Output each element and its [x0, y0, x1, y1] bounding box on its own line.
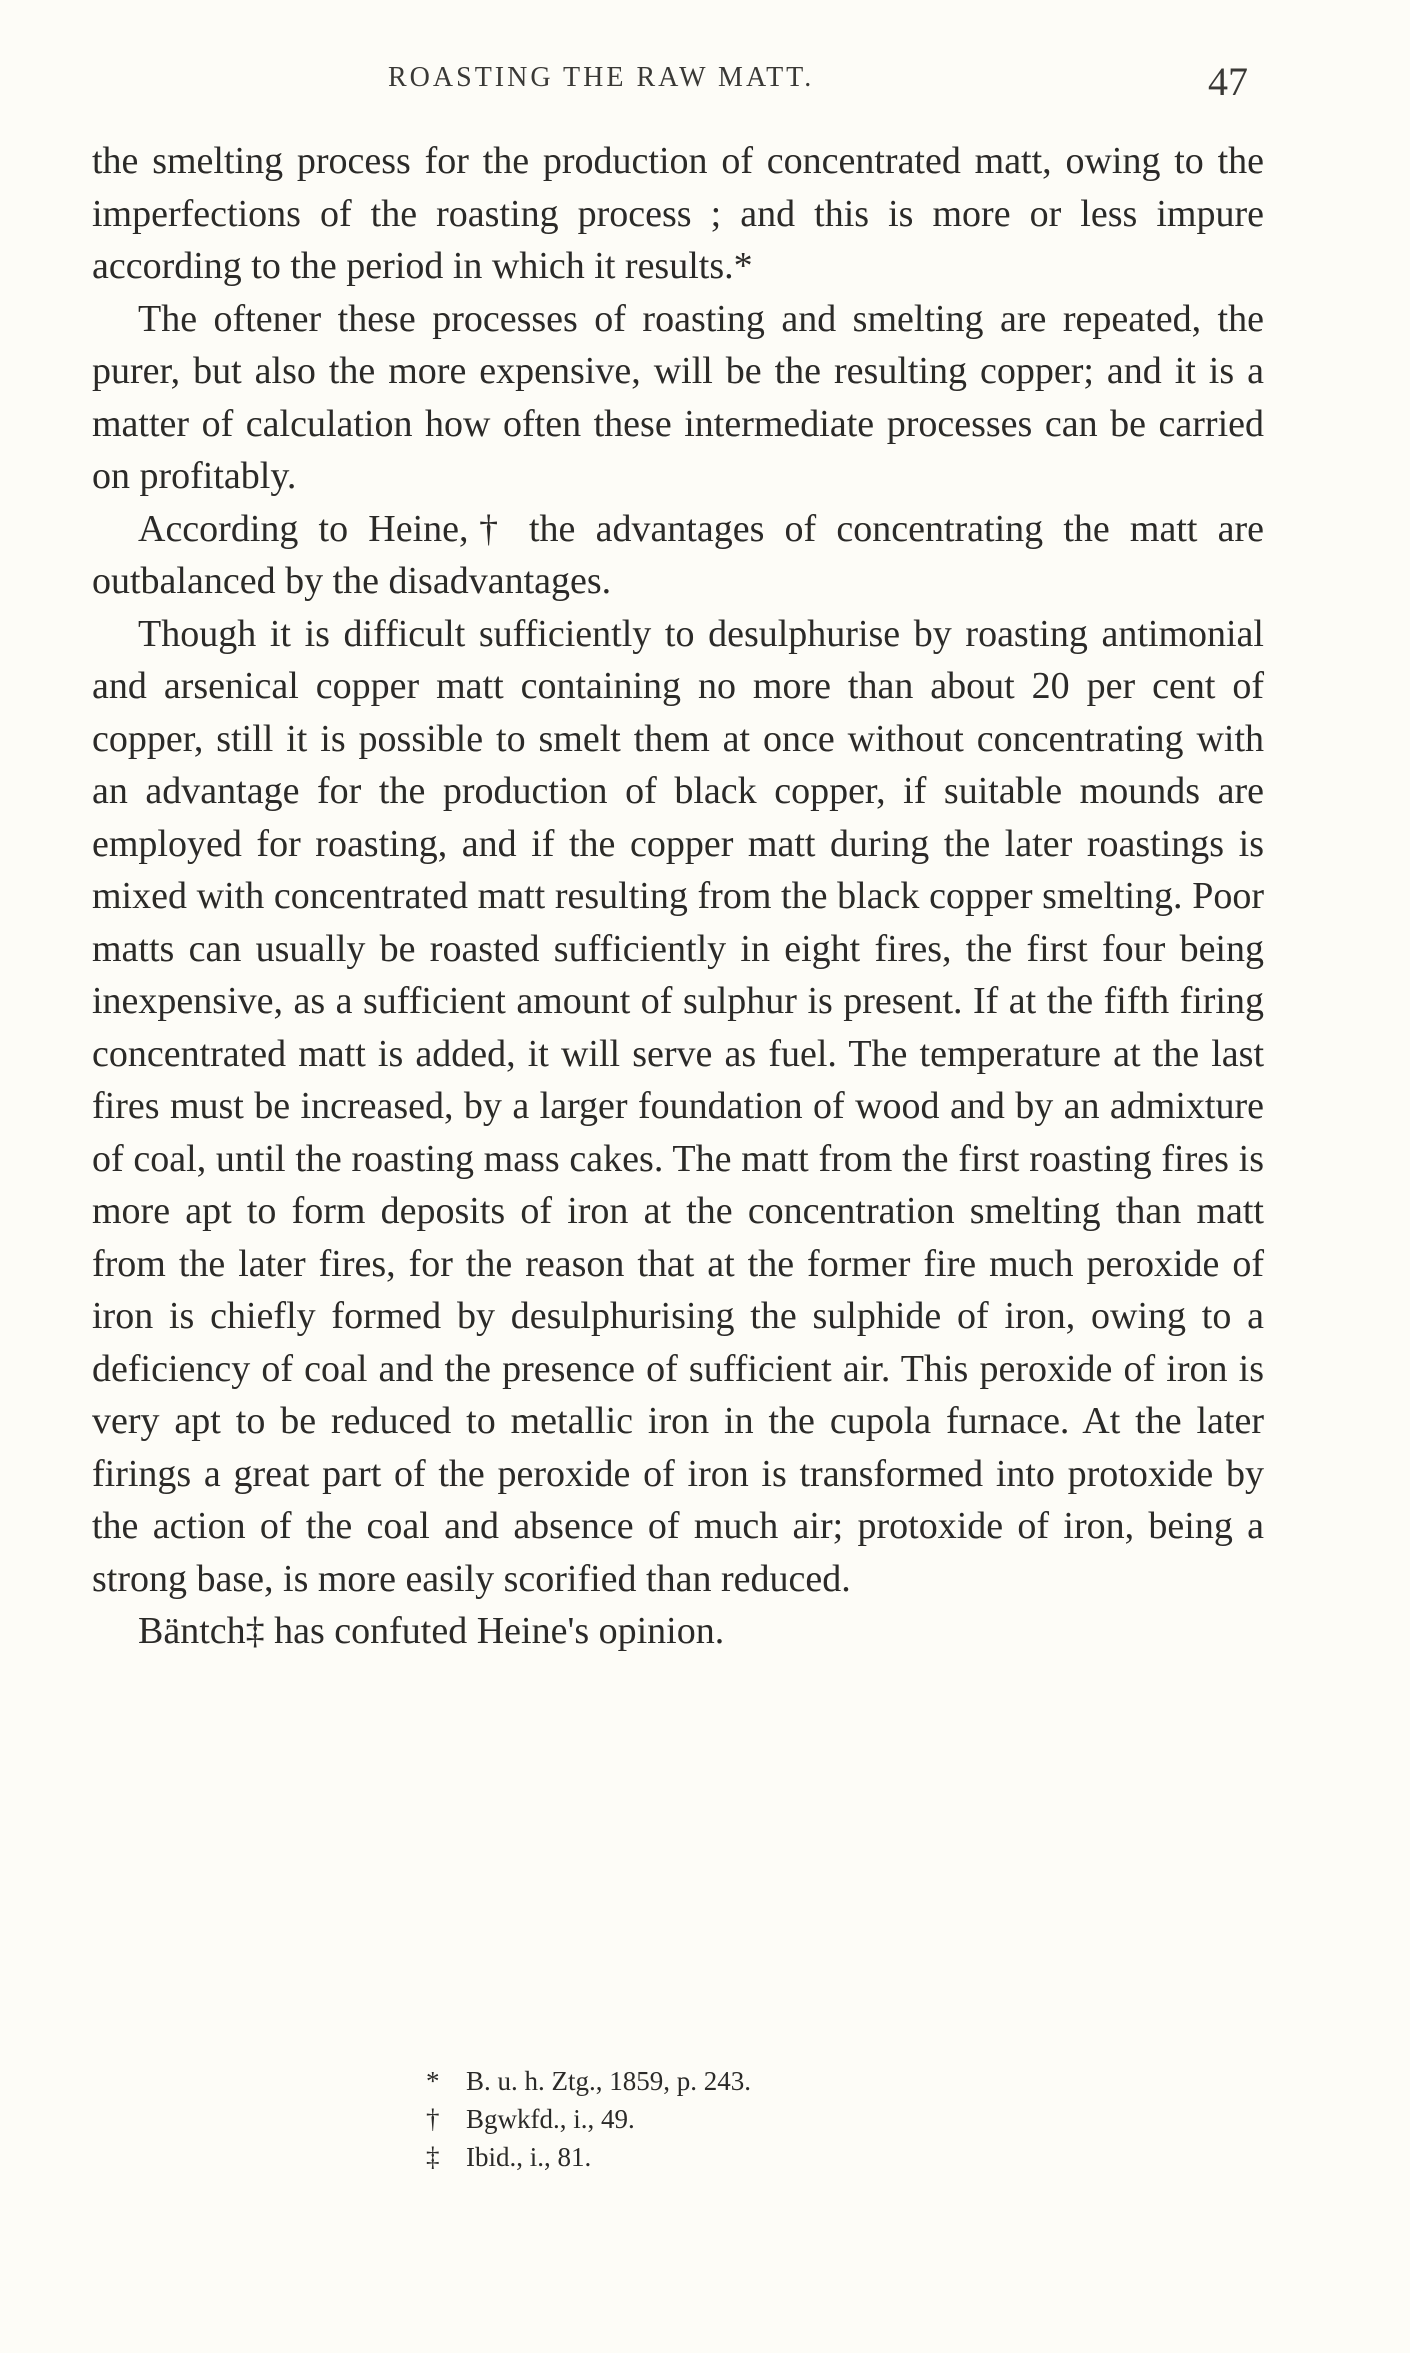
- footnote-mark: †: [426, 2104, 440, 2134]
- footnote-mark: *: [426, 2066, 440, 2096]
- footnote-text: Bgwkfd., i., 49.: [466, 2104, 635, 2134]
- footnote-text: Ibid., i., 81.: [466, 2142, 592, 2172]
- footnote-text: B. u. h. Ztg., 1859, p. 243.: [466, 2066, 752, 2096]
- running-title: ROASTING THE RAW MATT.: [388, 62, 815, 93]
- footnote-mark: ‡: [426, 2142, 440, 2172]
- paragraph-continuation: the smelting process for the production of concentrated matt, owing to the imperfections of the roasting process ; and this is more or less impure according to the period in which it results.*: [92, 140, 1264, 287]
- paragraph-roasting-smelting: The oftener these processes of roasting and smelting are repeated, the purer, but also the more expensive, will be the resulting copper; and it is a matter of calculation how often these intermediate processes can be carried on profitably.: [92, 297, 1264, 497]
- footnote: [426, 2062, 1026, 2100]
- footnote: [426, 2138, 1026, 2176]
- footnote: [426, 2100, 1026, 2138]
- paragraph-bantch: Bäntch‡ has confuted Heine's opinion.: [138, 1610, 725, 1652]
- paragraph-heine: According to Heine,† the advantages of concentrating the matt are outbalanced by the disadvantages.: [92, 507, 1264, 602]
- paragraph-desulphurise: Though it is difficult sufficiently to desulphurise by roasting antimonial and arsenical copper matt containing no more than about 20 per cent of copper, still it is possible to smelt them at once without concentrating with an advantage for the production of black copper, if suitable mounds are employed for roasting, and if the copper matt during the later roastings is mixed with concentrated matt resulting from the black copper smelting. Poor matts can usually be roasted sufficiently in eight fires, the first four being inexpensive, as a sufficient amount of sulphur is present. If at the fifth firing concentrated matt is added, it will serve as fuel. The temperature at the last fires must be increased, by a larger foundation of wood and by an admixture of coal, until the roasting mass cakes. The matt from the first roasting fires is more apt to form deposits of iron at the concentration smelting than matt from the later fires, for the reason that at the former fire much peroxide of iron is chiefly formed by desulphurising the sulphide of iron, owing to a deficiency of coal and the presence of sufficient air. This peroxide of iron is very apt to be reduced to metallic iron in the cupola furnace. At the later firings a great part of the peroxide of iron is transformed into protoxide by the action of the coal and absence of much air; protoxide of iron, being a strong base, is more easily scorified than reduced.: [92, 612, 1264, 1600]
- running-head: [0, 58, 1410, 118]
- page-number: 47: [1208, 59, 1248, 104]
- body-text: [92, 135, 1264, 1658]
- footnotes: [426, 2062, 1026, 2176]
